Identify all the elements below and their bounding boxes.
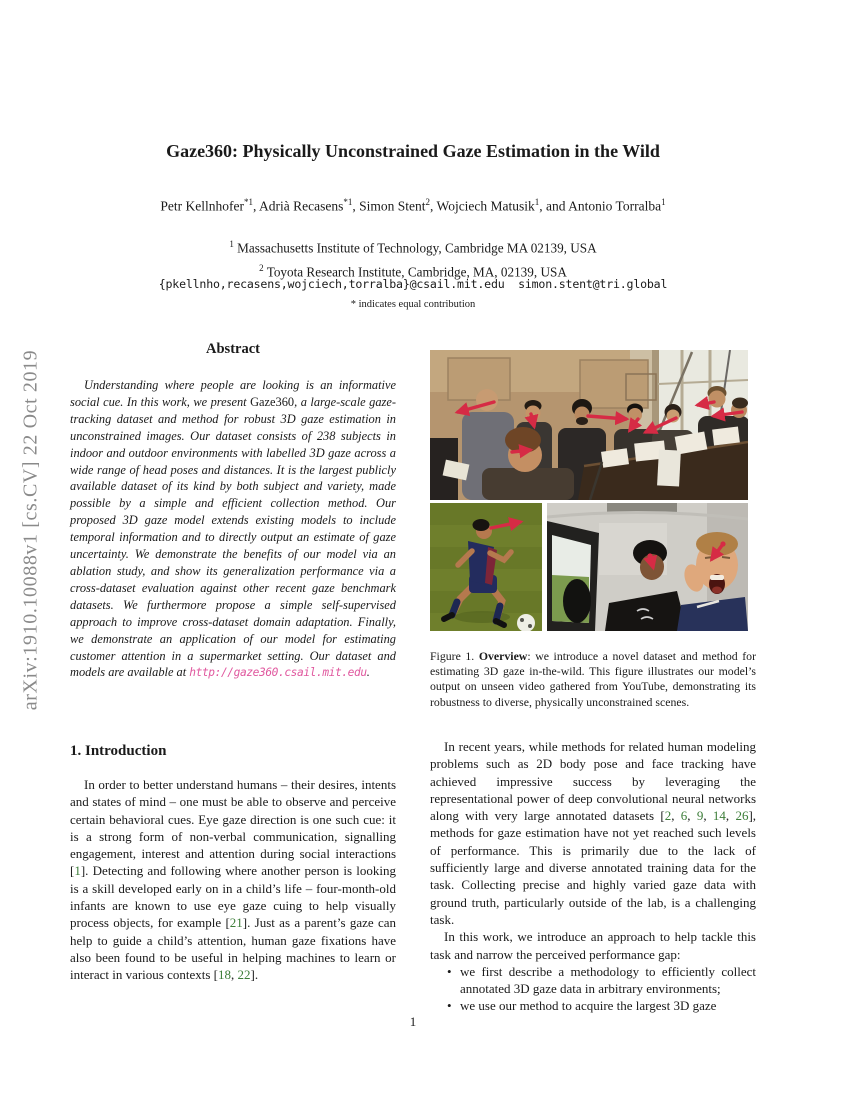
text-run: ]. Detecting and following where another person is looking is a skill developed early on in a child’s life – four-month-old infants are known to use eye gaze cuing to help visually process objects, for example [ (70, 863, 396, 931)
contributions-lead-paragraph: In this work, we introduce an approach to help tackle this task and narrow the perceived performance gap: (430, 929, 756, 962)
citation-ref: 9 (696, 808, 704, 824)
citation-ref: 1 (74, 863, 81, 879)
citation-ref: 22 (237, 967, 251, 983)
citation-ref: 21 (229, 915, 243, 931)
citation-ref: 2 (664, 808, 672, 824)
paper-title: Gaze360: Physically Unconstrained Gaze Estimation in the Wild (166, 141, 660, 161)
arxiv-banner: arXiv:1910.10088v1 [cs.CV] 22 Oct 2019 (19, 349, 42, 711)
text-run: ]. (250, 967, 259, 983)
text-run: , a large-scale gaze-tracking dataset and method for robust 3D gaze estimation in unconstrained images. Our dataset consists of 238 subjects in indoor and outdoor environments with labelled 3D gaze across a wide range of head poses and distances. It is the largest publicly available dataset of its kind by both subject and variety, made possible by a simple and efficient collection method. Our proposed 3D gaze model extends existing models to include temporal information and to directly output an estimate of gaze uncertainty. We demonstrate the benefits of our model via an ablation study, and show its generalization performance via a cross-dataset evaluation against other recent gaze benchmark datasets. We furthermore propose a simple self-supervised approach to improve cross-dataset domain adaptation. Finally, we demonstrate an application of our model for estimating customer attention in a supermarket setting. Our dataset and models are available at (70, 394, 396, 680)
figure1-caption-keyword: Overview (478, 649, 528, 663)
bullet-item (430, 963, 756, 998)
affiliation-mit: $^1$ Massachusetts Institute of Technology, Cambridge MA 02139, USA (229, 239, 597, 256)
citation-ref: 6 (680, 808, 688, 824)
bullet-icon: • (447, 998, 452, 1014)
text-run: , (687, 808, 697, 824)
related-work-paragraph (430, 738, 756, 928)
text-run: , (671, 808, 681, 824)
text-run: , (703, 808, 713, 824)
citation-ref: 14 (712, 808, 726, 824)
affiliation-tri: $^2$ Toyota Research Institute, Cambridge, MA, 02139, USA (259, 263, 567, 280)
introduction-heading: 1. Introduction (70, 743, 167, 759)
figure1-caption-text: : we introduce a novel dataset and method for estimating 3D gaze in-the-wild. This figure illustrates our model’s output on unseen video gathered from YouTube, demonstrating its robustness to diverse, physically unconstrained scenes. (430, 649, 757, 709)
bullet-item (430, 997, 756, 1014)
page-number: 1 (409, 1014, 417, 1029)
text-run: In recent years, while methods for related human modeling problems such as 2D body pose and face tracking have achieved impressive success by leveraging the representational power of deep convolutional neural networks along with very large annotated datasets [ (430, 739, 756, 824)
figure1-car-photo (547, 503, 748, 631)
dataset-name: Gaze360 (250, 394, 295, 409)
figure1-choir-photo (430, 350, 748, 500)
figure1-caption-label: Figure 1. (430, 649, 479, 663)
citation-ref: 26 (735, 808, 749, 824)
text-run: ]. Just as a parent’s gaze can help to guide a child’s attention, human gaze fixations have also been found to be useful in helping machines to learn or interact in various contexts [ (70, 915, 396, 983)
text-run: . (366, 665, 370, 680)
right-column (430, 738, 756, 1015)
bullet-text: we use our method to acquire the largest 3D gaze (460, 998, 717, 1014)
text-run: , (231, 967, 238, 983)
figure1-soccer-photo (430, 503, 542, 631)
text-run: , (725, 808, 736, 824)
introduction-paragraph-1 (70, 776, 396, 984)
text-run: ], methods for gaze estimation have not yet reached such levels of performance. This is primarily due to the lack of sufficiently large and diverse annotated training data for the task. Collecting precise and highly varied gaze data with ground truth, particularly outside of the lab, is a challenging task. (430, 808, 757, 927)
author-line: Petr Kellnhofer$^{*1}$, Adrià Recasens$^{*1}$, Simon Stent$^2$, Wojciech Matusik$^1$, and Antonio Torralba$^1$ (160, 197, 666, 214)
abstract-body (70, 377, 396, 682)
contributions-list (430, 963, 756, 1015)
citation-ref: 18 (218, 967, 232, 983)
text-run: Understanding where people are looking is an informative social cue. In this work, we present (70, 378, 396, 409)
author-emails: {pkellnho,recasens,wojciech,torralba}@csail.mit.edu simon.stent@tri.global (158, 277, 668, 291)
project-url-link[interactable]: http://gaze360.csail.mit.edu (189, 666, 367, 680)
bullet-icon: • (447, 963, 452, 979)
affiliations (70, 234, 756, 283)
abstract-heading: Abstract (206, 341, 260, 357)
bullet-text: we first describe a methodology to efficiently collect annotated 3D gaze data in arbitrary environments; (460, 963, 756, 997)
figure1 (430, 350, 748, 631)
equal-contribution-note: * indicates equal contribution (350, 299, 476, 310)
figure1-caption (430, 649, 756, 710)
text-run: In order to better understand humans – their desires, intents and states of mind – one must be able to observe and perceive certain behavioral cues. Eye gaze direction is one such cue: it is a strong form of non-verbal communication, signalling engagement, interest and attention during social interactions [ (70, 777, 396, 879)
